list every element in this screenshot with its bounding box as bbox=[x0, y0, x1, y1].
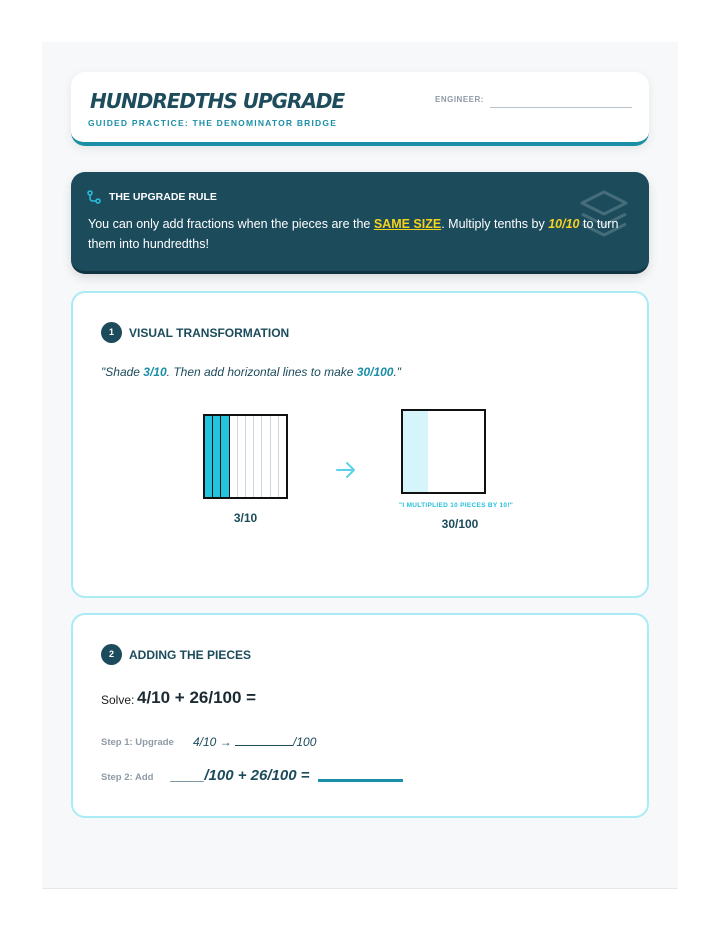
solve-equation: 4/10 + 26/100 = bbox=[137, 688, 257, 707]
section-title: VISUAL TRANSFORMATION bbox=[129, 326, 290, 340]
engineer-label: ENGINEER: bbox=[435, 95, 484, 104]
tenth-strip[interactable] bbox=[271, 416, 279, 497]
step2-expression bbox=[171, 767, 309, 784]
step1-prefix: 4/10 → bbox=[193, 735, 232, 749]
quote-part: . Then add horizontal lines to make bbox=[166, 365, 357, 379]
rule-text-part: You can only add fractions when the pieces are the bbox=[88, 217, 374, 231]
multiplier-note: "I MULTIPLIED 10 PIECES BY 10!" bbox=[399, 502, 514, 509]
tenth-strip[interactable] bbox=[230, 416, 238, 497]
shaded-tenth-strip[interactable] bbox=[213, 416, 221, 497]
step1-suffix: /100 bbox=[293, 735, 317, 749]
step2-text: /100 + 26/100 = bbox=[204, 767, 310, 784]
adding-pieces-card bbox=[71, 613, 649, 818]
step1-expression bbox=[193, 735, 316, 749]
rule-text bbox=[88, 214, 628, 254]
route-icon bbox=[87, 190, 101, 209]
hundredths-model[interactable] bbox=[401, 409, 486, 494]
rule-text-part: to turn them into hundredths! bbox=[88, 217, 619, 251]
quote-fraction: 30/100 bbox=[356, 365, 394, 379]
tenth-strip[interactable] bbox=[279, 416, 286, 497]
rule-text-part: . Multiply tenths by bbox=[441, 217, 549, 231]
section-number-badge: 2 bbox=[101, 644, 122, 665]
upgrade-rule-banner bbox=[71, 172, 649, 274]
instruction-quote bbox=[101, 365, 401, 379]
layers-icon bbox=[576, 186, 632, 247]
multiplier-highlight: 10/10 bbox=[548, 217, 580, 231]
section-title: ADDING THE PIECES bbox=[129, 648, 252, 662]
engineer-name-line[interactable] bbox=[490, 107, 632, 108]
section-number-badge: 1 bbox=[101, 322, 122, 343]
rule-title: THE UPGRADE RULE bbox=[109, 191, 217, 203]
page-subtitle: GUIDED PRACTICE: THE DENOMINATOR BRIDGE bbox=[88, 118, 338, 128]
tenth-strip[interactable] bbox=[254, 416, 262, 497]
hundredths-shaded-region bbox=[403, 411, 428, 492]
quote-part: "Shade bbox=[101, 365, 144, 379]
hundredths-fraction-label: 30/100 bbox=[441, 517, 479, 531]
arrow-right-icon bbox=[335, 460, 357, 485]
step2-answer-line[interactable] bbox=[318, 779, 403, 782]
step2-label: Step 2: Add bbox=[101, 772, 154, 783]
visual-transformation-card bbox=[71, 291, 649, 598]
tenth-strip[interactable] bbox=[262, 416, 270, 497]
step1-label: Step 1: Upgrade bbox=[101, 737, 174, 748]
tenth-strip[interactable] bbox=[238, 416, 246, 497]
quote-part: ." bbox=[393, 365, 402, 379]
solve-label: Solve: bbox=[101, 693, 135, 707]
shaded-tenth-strip[interactable] bbox=[221, 416, 229, 497]
quote-fraction: 3/10 bbox=[143, 365, 167, 379]
shaded-tenth-strip[interactable] bbox=[205, 416, 213, 497]
header-card bbox=[71, 72, 649, 146]
tenth-strip[interactable] bbox=[246, 416, 254, 497]
step1-answer-blank[interactable] bbox=[235, 745, 293, 746]
tenths-fraction-label: 3/10 bbox=[233, 511, 258, 525]
tenths-model bbox=[203, 414, 288, 499]
same-size-highlight: SAME SIZE bbox=[373, 217, 442, 231]
step2-numerator-blank[interactable]: ____ bbox=[171, 767, 205, 784]
page-title: HUNDREDTHS UPGRADE bbox=[90, 89, 345, 113]
